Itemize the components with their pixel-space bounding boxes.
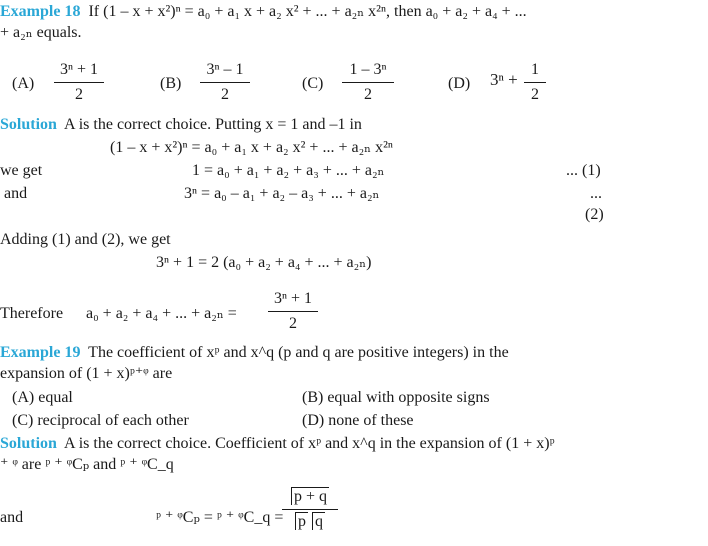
equation-4-numerator: 3ⁿ + 1 bbox=[273, 290, 313, 307]
equation-2-dots: ... bbox=[590, 185, 602, 202]
we-get-text: we get bbox=[0, 162, 43, 179]
solution-18-eq0: (1 – x + x²)ⁿ = a₀ + a₁ x + a₂ x² + ... + a₂ₙ x²ⁿ bbox=[110, 139, 393, 156]
option-b-label: (B) bbox=[160, 75, 182, 92]
option-a-numerator: 3ⁿ + 1 bbox=[59, 61, 99, 78]
solution-19-continuation: ⁺ ᵠ are ᵖ ⁺ ᵠCₚ and ᵖ ⁺ ᵠC_q bbox=[0, 456, 174, 473]
option-c-numerator: 1 – 3ⁿ bbox=[349, 61, 387, 78]
option-a-fraction bbox=[54, 60, 104, 105]
solution-19-label: Solution bbox=[0, 435, 57, 452]
option-a-label: (A) bbox=[12, 75, 35, 92]
equation-1: 1 = a₀ + a₁ + a₂ + a₃ + ... + a₂ₙ bbox=[192, 162, 385, 179]
option-d-numerator: 1 bbox=[531, 61, 539, 78]
option-b-numerator: 3ⁿ – 1 bbox=[206, 61, 244, 78]
example-19-statement-line1: Example 19 The coefficient of xᵖ and x^q (p and q are positive integers) in the bbox=[0, 344, 509, 361]
solution-18-label: Solution bbox=[0, 116, 57, 133]
option-d-fraction bbox=[524, 60, 546, 105]
solution-19-intro: Solution A is the correct choice. Coefficient of xᵖ and x^q in the expansion of (1 + x)ᵖ bbox=[0, 435, 555, 452]
example-19-option-d: (D) none of these bbox=[302, 412, 414, 429]
option-a-denominator: 2 bbox=[75, 86, 83, 103]
equation-1-tag: ... (1) bbox=[566, 162, 601, 179]
option-c-fraction bbox=[342, 60, 394, 105]
example-19-option-c: (C) reciprocal of each other bbox=[12, 412, 189, 429]
example-19-option-a: (A) equal bbox=[12, 389, 73, 406]
option-d-label: (D) bbox=[448, 75, 471, 92]
option-b-fraction bbox=[200, 60, 250, 105]
factorial-fraction bbox=[282, 487, 338, 532]
factorial-denominator: p q bbox=[282, 512, 338, 532]
therefore-text: Therefore bbox=[0, 305, 64, 322]
example-18-label: Example 18 bbox=[0, 3, 81, 20]
factorial-numerator: p + q bbox=[282, 487, 338, 507]
example-19-label: Example 19 bbox=[0, 344, 81, 361]
option-d-lead: 3ⁿ + bbox=[490, 70, 518, 89]
option-b-denominator: 2 bbox=[221, 86, 229, 103]
example-18-text: If (1 – x + x²)ⁿ = a₀ + a₁ x + a₂ x² + ... + a₂ₙ x²ⁿ, then a₀ + a₂ + a₄ + ... bbox=[88, 3, 527, 20]
option-d-denominator: 2 bbox=[531, 86, 539, 103]
option-c-label: (C) bbox=[302, 75, 324, 92]
option-c-denominator: 2 bbox=[364, 86, 372, 103]
example-18-statement-line2: + a₂ₙ equals. bbox=[0, 24, 82, 41]
solution-18-intro: Solution A is the correct choice. Putting x = 1 and –1 in bbox=[0, 116, 362, 133]
adding-text: Adding (1) and (2), we get bbox=[0, 231, 171, 248]
equation-4-denominator: 2 bbox=[289, 315, 297, 332]
equation-3: 3ⁿ + 1 = 2 (a₀ + a₂ + a₄ + ... + a₂ₙ) bbox=[156, 254, 372, 271]
and-text-19: and bbox=[0, 509, 24, 526]
equation-2: 3ⁿ = a₀ – a₁ + a₂ – a₃ + ... + a₂ₙ bbox=[184, 185, 380, 202]
combination-equation-lhs: ᵖ ⁺ ᵠCₚ = ᵖ ⁺ ᵠC_q = bbox=[156, 509, 284, 526]
example-19-option-b: (B) equal with opposite signs bbox=[302, 389, 490, 406]
and-text: and bbox=[4, 185, 28, 202]
equation-4-fraction bbox=[268, 289, 318, 334]
equation-2-tag: (2) bbox=[585, 206, 604, 223]
equation-4-lhs: a₀ + a₂ + a₄ + ... + a₂ₙ = bbox=[86, 305, 237, 322]
example-18-statement-line1 bbox=[0, 2, 527, 22]
example-19-statement-line2: expansion of (1 + x)ᵖ⁺ᵠ are bbox=[0, 365, 173, 382]
